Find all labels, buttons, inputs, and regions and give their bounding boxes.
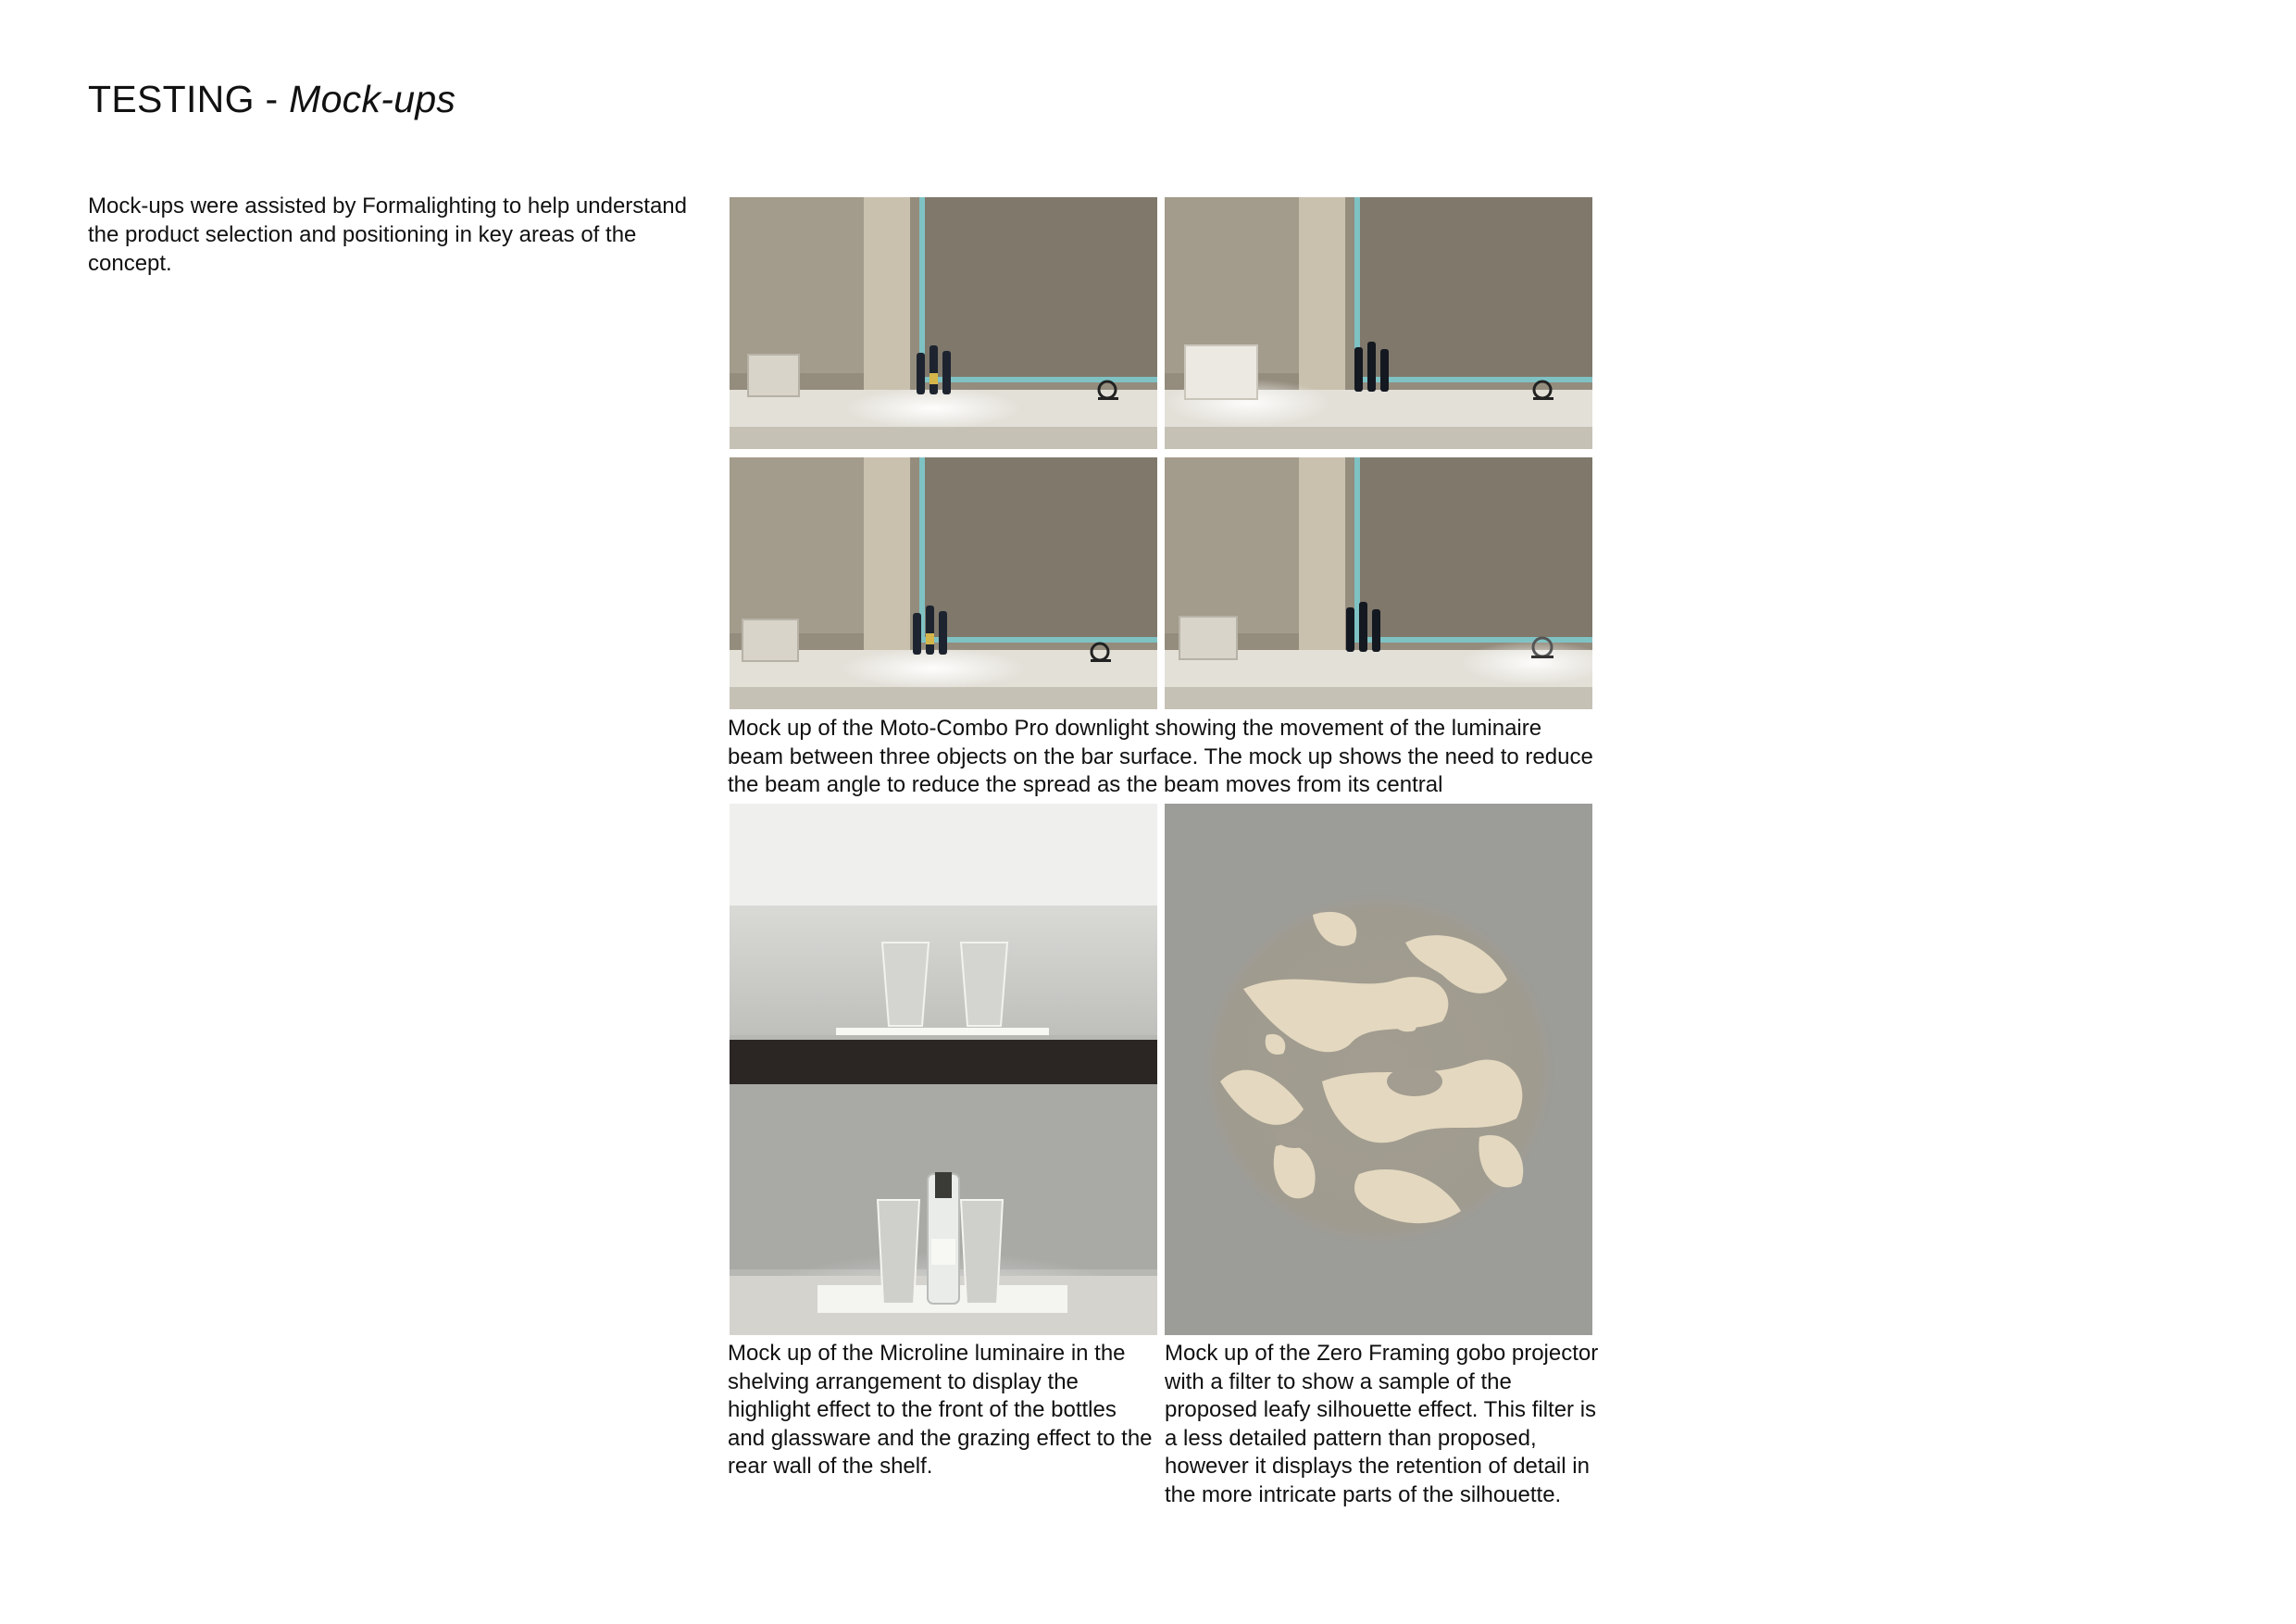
- moto-combo-photo-1: [730, 197, 1157, 449]
- page-title: [88, 78, 455, 121]
- moto-combo-caption: Mock up of the Moto-Combo Pro downlight showing the movement of the luminaire beam between three objects on the bar surface. The mock up shows the need to reduce the beam angle to reduce the spread as the beam moves from its central: [728, 716, 1593, 797]
- intro-paragraph: Mock-ups were assisted by Formalighting to help understand the product selection and positioning in key areas of the concept.: [88, 194, 687, 276]
- page-title-italic: Mock-ups: [289, 78, 456, 120]
- moto-combo-photo-3: [730, 457, 1157, 709]
- moto-combo-photo-4: [1165, 457, 1592, 709]
- microline-photo: [730, 804, 1157, 1335]
- zero-framing-gobo-photo: [1165, 804, 1592, 1335]
- page-title-main: TESTING -: [88, 78, 290, 120]
- microline-caption: Mock up of the Microline luminaire in the shelving arrangement to display the highlight effect to the front of the bottles and glassware and the grazing effect to the rear wall of the shelf.: [728, 1341, 1153, 1479]
- zero-framing-caption: Mock up of the Zero Framing gobo projector with a filter to show a sample of the proposed leafy silhouette effect. This filter is a less detailed pattern than proposed, however it displays the retention of detail in the more intricate parts of the silhouette.: [1165, 1341, 1599, 1507]
- moto-combo-photo-2: [1165, 197, 1592, 449]
